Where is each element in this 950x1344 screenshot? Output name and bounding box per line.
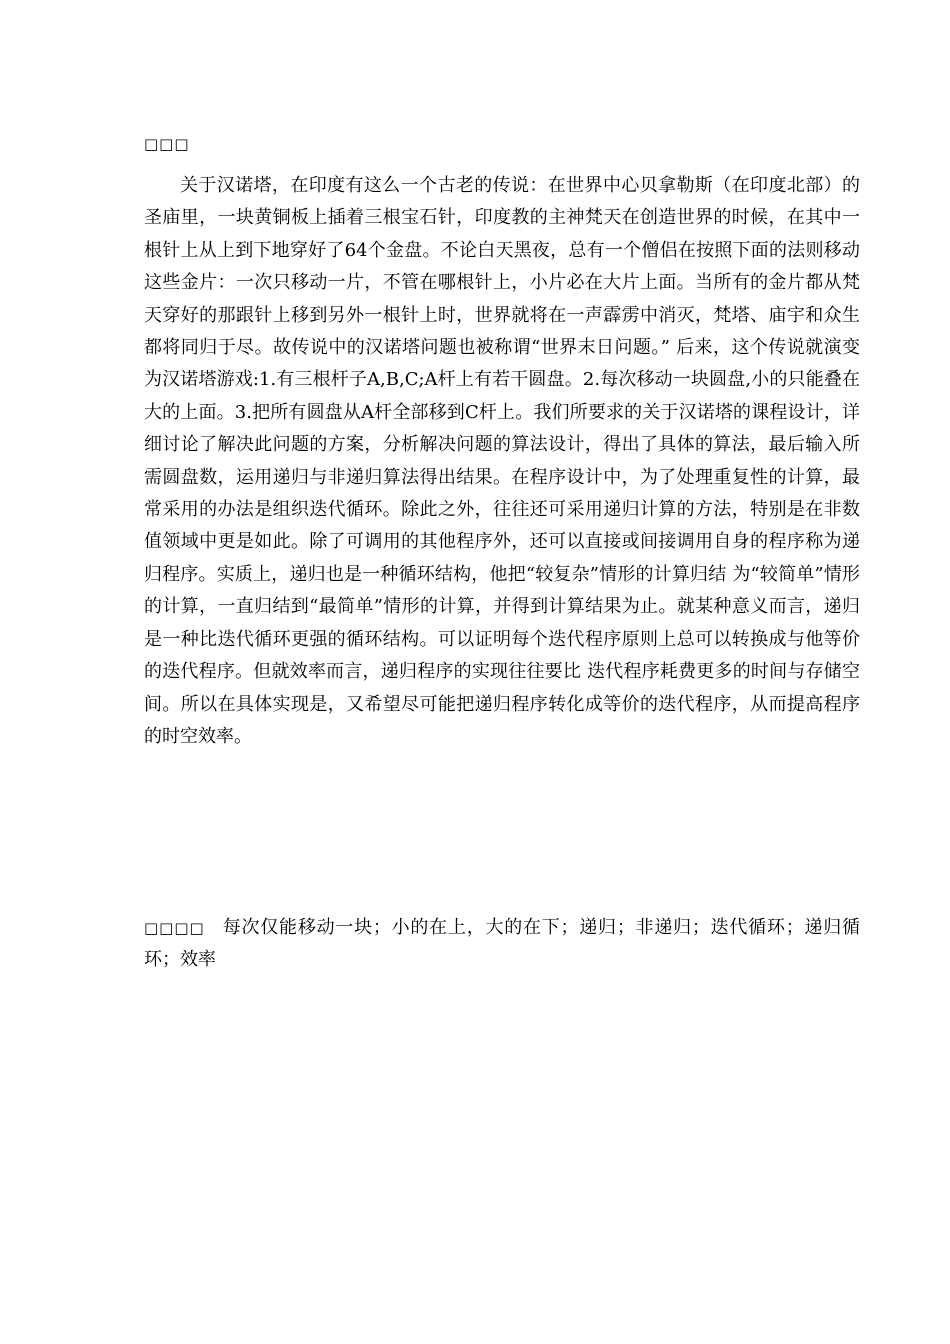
abstract-body: 关于汉诺塔，在印度有这么一个古老的传说：在世界中心贝拿勒斯（在印度北部）的圣庙里，一块黄铜板上插着三根宝石针，印度教的主神梵天在创造世界的时候，在其中一根针上从上到下地穿好了64个金盘。不论白天黑夜，总有一个僧侣在按照下面的法则移动这些金片：一次只移动一片，不管在哪根针上，小片必在大片上面。当所有的金片都从梵天穿好的那跟针上移到另外一根针上时，世界就将在一声霹雳中消灭，梵塔、庙宇和众生都将同归于尽。故传说中的汉诺塔问题也被称谓“世界末日问题。” 后来，这个传说就演变为汉诺塔游戏:1.有三根杆子A,B,C;A杆上有若干圆盘。2.每次移动一块圆盘,小的只能叠在大的上面。3.把所有圆盘从A杆全部移到C杆上。我们所要求的关于汉诺塔的课程设计，详细讨论了解决此问题的方案，分析解决问题的算法设计，得出了具体的算法，最后输入所需圆盘数，运用递归与非递归算法得出结果。在程序设计中，为了处理重复性的计算，最常采用的办法是组织迭代循环。除此之外，往往还可采用递归计算的方法，特别是在非数值领域中更是如此。除了可调用的其他程序外，还可以直接或间接调用自身的程序称为递归程序。实质上，递归也是一种循环结构，他把“较复杂”情形的计算归结 为“较简单”情形的计算，一直归结到“最简单”情形的计算，并得到计算结果为止。就某种意义而言，递归是一种比迭代循环更强的循环结构。可以证明每个迭代程序原则上总可以转换成与他等价的迭代程序。但就效率而言，递归程序的实现往往要比 迭代程序耗费更多的时间与存储空间。所以在具体实现是，又希望尽可能把递归程序转化成等价的迭代程序，从而提高程序的时空效率。 — [144, 175, 860, 747]
keywords-label: □□□□ — [144, 919, 205, 937]
keywords-section — [144, 912, 860, 977]
keywords-text: 每次仅能移动一块；小的在上，大的在下；递归；非递归；迭代循环；递归循环；效率 — [144, 917, 860, 971]
abstract-heading: □□□ — [144, 135, 190, 153]
